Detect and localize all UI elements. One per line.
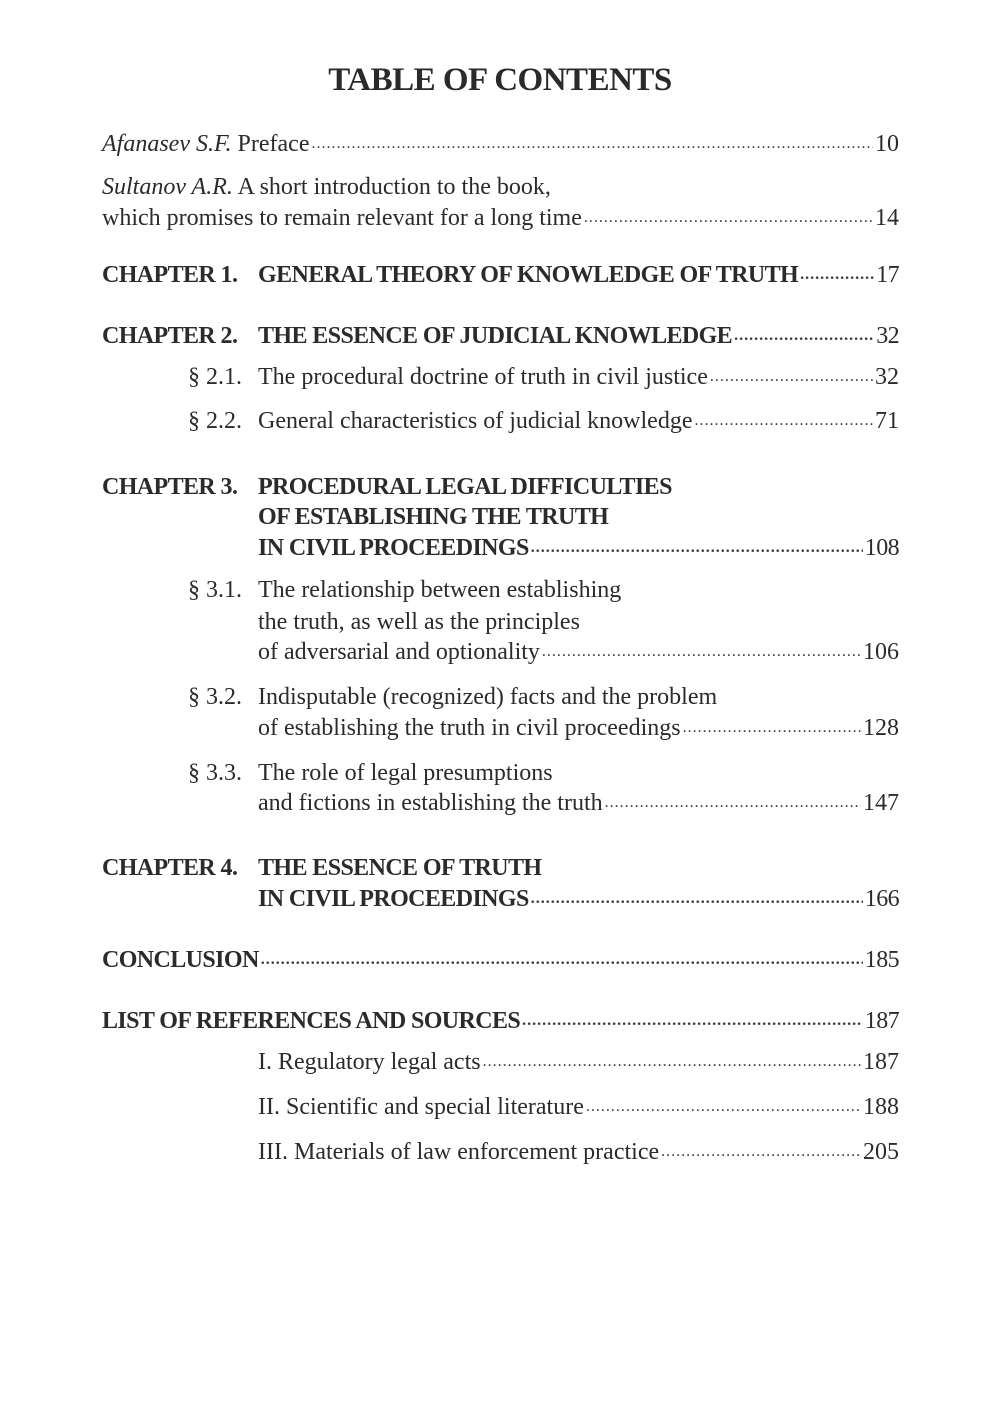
section-title: General characteristics of judicial knowledge	[258, 408, 693, 434]
toc-entry-section-2-2[interactable]	[258, 406, 899, 436]
chapter-title-line2[interactable]: OF ESTABLISHING THE TRUTH	[258, 504, 609, 530]
chapter-title-line1[interactable]: PROCEDURAL LEGAL DIFFICULTIES	[258, 474, 672, 500]
references-title: LIST OF REFERENCES AND SOURCES	[102, 1008, 521, 1034]
toc-entry-references-3[interactable]	[258, 1137, 899, 1167]
toc-entry-chapter-1[interactable]	[258, 260, 899, 290]
chapter-title-line1[interactable]: THE ESSENCE OF TRUTH	[258, 855, 542, 881]
section-label: § 3.1.	[188, 577, 242, 603]
section-title-line2: of establishing the truth in civil proceedings	[258, 715, 681, 741]
dot-leader	[531, 533, 863, 563]
dot-leader	[542, 637, 861, 667]
section-label: § 2.2.	[188, 408, 242, 434]
toc-entry-section-3-1[interactable]	[258, 637, 899, 667]
toc-entry-references-1[interactable]	[258, 1047, 899, 1077]
section-label: § 3.3.	[188, 760, 242, 786]
toc-entry-section-2-1[interactable]	[258, 362, 899, 392]
dot-leader	[483, 1047, 861, 1077]
page-number: 32	[875, 364, 899, 390]
page-number: 147	[863, 790, 899, 816]
section-title-line1[interactable]: The role of legal presumptions	[258, 760, 553, 786]
page-number: 14	[875, 205, 899, 231]
page-title: TABLE OF CONTENTS	[328, 62, 672, 98]
dot-leader	[661, 1137, 861, 1167]
conclusion-title: CONCLUSION	[102, 947, 259, 973]
section-label: § 3.2.	[188, 684, 242, 710]
toc-entry-chapter-3[interactable]	[258, 533, 899, 563]
section-title: The procedural doctrine of truth in civil justice	[258, 364, 708, 390]
page-number: 205	[863, 1139, 899, 1165]
page-number: 17	[876, 262, 899, 288]
page-number: 166	[864, 886, 899, 912]
preface-author: Afanasev S.F.	[102, 131, 232, 157]
intro-title-line1: A short introduction to the book,	[237, 174, 551, 200]
dot-leader	[605, 788, 861, 818]
page-number: 71	[875, 408, 899, 434]
dot-leader	[683, 713, 861, 743]
page-number: 108	[864, 535, 899, 561]
chapter-label: CHAPTER 4.	[102, 855, 238, 881]
page-number: 188	[863, 1094, 899, 1120]
chapter-title: THE ESSENCE OF JUDICIAL KNOWLEDGE	[258, 323, 733, 349]
intro-author: Sultanov A.R.	[102, 174, 233, 200]
dot-leader	[586, 1092, 861, 1122]
page-number: 128	[863, 715, 899, 741]
intro-title-line2: which promises to remain relevant for a long time	[102, 205, 582, 231]
chapter-label: CHAPTER 2.	[102, 323, 238, 349]
section-title-line1[interactable]: Indisputable (recognized) facts and the problem	[258, 684, 718, 710]
page-number: 106	[863, 639, 899, 665]
toc-entry-references-2[interactable]	[258, 1092, 899, 1122]
dot-leader	[694, 406, 873, 436]
dot-leader	[584, 203, 873, 233]
chapter-title-line3: IN CIVIL PROCEEDINGS	[258, 535, 529, 561]
toc-entry-section-3-3[interactable]	[258, 788, 899, 818]
toc-entry-references[interactable]	[102, 1006, 899, 1036]
section-title-line3: of adversarial and optionality	[258, 639, 540, 665]
chapter-title-line2: IN CIVIL PROCEEDINGS	[258, 886, 529, 912]
page-number: 187	[864, 1008, 899, 1034]
toc-entry-chapter-4[interactable]	[258, 884, 899, 914]
toc-entry-preface[interactable]	[102, 129, 899, 159]
dot-leader	[734, 321, 874, 351]
references-item-title: I. Regulatory legal acts	[258, 1049, 481, 1075]
chapter-title: GENERAL THEORY OF KNOWLEDGE OF TRUTH	[258, 262, 799, 288]
section-title-line2[interactable]: the truth, as well as the principles	[258, 609, 580, 635]
dot-leader	[522, 1006, 863, 1036]
toc-entry-intro-line2[interactable]	[102, 203, 899, 233]
page-number: 32	[876, 323, 899, 349]
section-title-line1[interactable]: The relationship between establishing	[258, 577, 622, 603]
toc-entry-chapter-2[interactable]	[258, 321, 899, 351]
section-title-line2: and fictions in establishing the truth	[258, 790, 603, 816]
page-number: 185	[864, 947, 899, 973]
toc-entry-conclusion[interactable]	[102, 945, 899, 975]
dot-leader	[261, 945, 863, 975]
page-number: 187	[863, 1049, 899, 1075]
section-label: § 2.1.	[188, 364, 242, 390]
toc-entry-intro-line1[interactable]	[102, 172, 551, 202]
references-item-title: III. Materials of law enforcement practice	[258, 1139, 660, 1165]
references-item-title: II. Scientific and special literature	[258, 1094, 584, 1120]
dot-leader	[312, 129, 874, 159]
chapter-label: CHAPTER 3.	[102, 474, 238, 500]
page-number: 10	[875, 131, 899, 157]
chapter-label: CHAPTER 1.	[102, 262, 238, 288]
toc-entry-section-3-2[interactable]	[258, 713, 899, 743]
dot-leader	[710, 362, 873, 392]
dot-leader	[800, 260, 874, 290]
dot-leader	[531, 884, 863, 914]
preface-title: Preface	[237, 131, 310, 157]
